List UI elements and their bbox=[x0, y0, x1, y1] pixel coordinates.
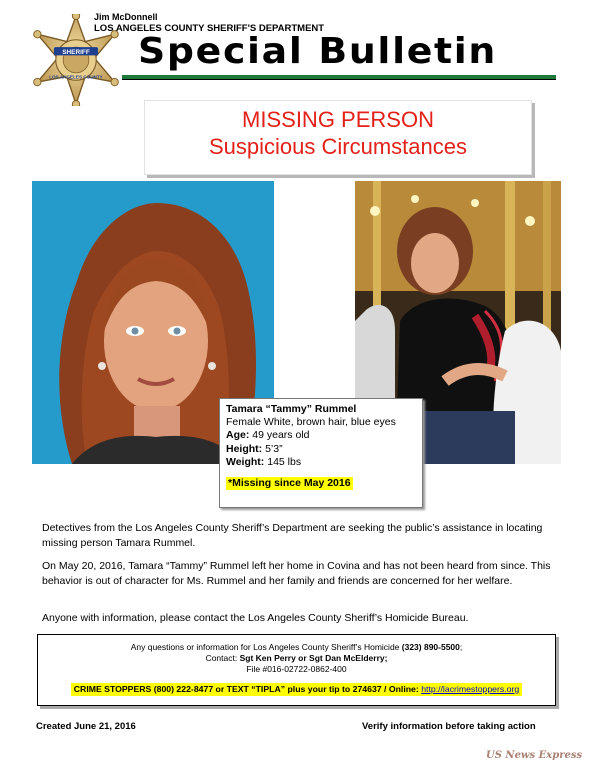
crime-stoppers-text: CRIME STOPPERS (800) 222-8477 or TEXT “TIPLA” plus your tip to 274637 / Online: bbox=[73, 684, 422, 694]
headline-missing-person: MISSING PERSON bbox=[242, 107, 434, 132]
missing-since-highlight: *Missing since May 2016 bbox=[228, 477, 351, 490]
headline-suspicious: Suspicious Circumstances bbox=[209, 134, 467, 159]
watermark-logo: US News Express bbox=[486, 750, 583, 761]
age-label: Age: bbox=[226, 429, 250, 442]
weight-value: 145 lbs bbox=[264, 455, 302, 468]
sheriff-name: Jim McDonnell bbox=[94, 12, 158, 22]
contact-names: Sgt Ken Perry or Sgt Dan McElderry; bbox=[239, 653, 388, 663]
created-date: Created June 21, 2016 bbox=[36, 721, 136, 732]
age-value: 49 years old bbox=[249, 429, 310, 442]
person-description: Female White, brown hair, blue eyes bbox=[226, 416, 396, 429]
person-height bbox=[226, 443, 416, 456]
height-value: 5’3” bbox=[262, 442, 283, 455]
homicide-phone: (323) 890-5500 bbox=[401, 642, 460, 652]
body-paragraph-2: On May 20, 2016, Tamara “Tammy” Rummel left her home in Covina and has not been heard from since. This behavior is out of character for Ms. Rummel and her family and friends are concerned for her welfare. bbox=[42, 560, 551, 587]
crime-stoppers-highlight bbox=[71, 683, 522, 696]
verify-notice: Verify information before taking action bbox=[362, 721, 536, 732]
contact-line-1-prefix: Any questions or information for Los Angeles County Sheriff’s Homicide bbox=[130, 642, 402, 652]
person-name: Tamara “Tammy” Rummel bbox=[226, 403, 357, 415]
department-name: LOS ANGELES COUNTY SHERIFF'S DEPARTMENT bbox=[94, 23, 325, 34]
contact-line-1 bbox=[38, 642, 555, 653]
person-info-box bbox=[219, 398, 423, 508]
person-age bbox=[226, 429, 416, 442]
badge-text: SHERIFF bbox=[62, 49, 90, 57]
body-paragraph-3: Anyone with information, please contact the Los Angeles County Sheriff’s Homicide Bureau. bbox=[42, 612, 469, 624]
person-weight bbox=[226, 456, 416, 469]
bulletin-title: Special Bulletin bbox=[138, 31, 498, 72]
badge-ring-text: LOS ANGELES COUNTY bbox=[49, 74, 103, 80]
height-label: Height: bbox=[226, 442, 263, 455]
contact-line-2-prefix: Contact: bbox=[205, 653, 240, 663]
crime-stoppers-link[interactable]: http://lacrimestoppers.org bbox=[421, 684, 520, 694]
file-number: File #016-02722-0862-400 bbox=[246, 664, 347, 674]
weight-label: Weight: bbox=[226, 455, 265, 468]
contact-box bbox=[37, 634, 556, 706]
contact-line-2 bbox=[38, 653, 555, 664]
header-black-rule bbox=[122, 79, 556, 80]
body-paragraph-1: Detectives from the Los Angeles County Sheriff’s Department are seeking the public’s assistance in locating missing person Tamara Rummel. bbox=[42, 522, 543, 549]
headline-box bbox=[144, 100, 532, 175]
contact-line-1-suffix: ; bbox=[459, 642, 463, 652]
